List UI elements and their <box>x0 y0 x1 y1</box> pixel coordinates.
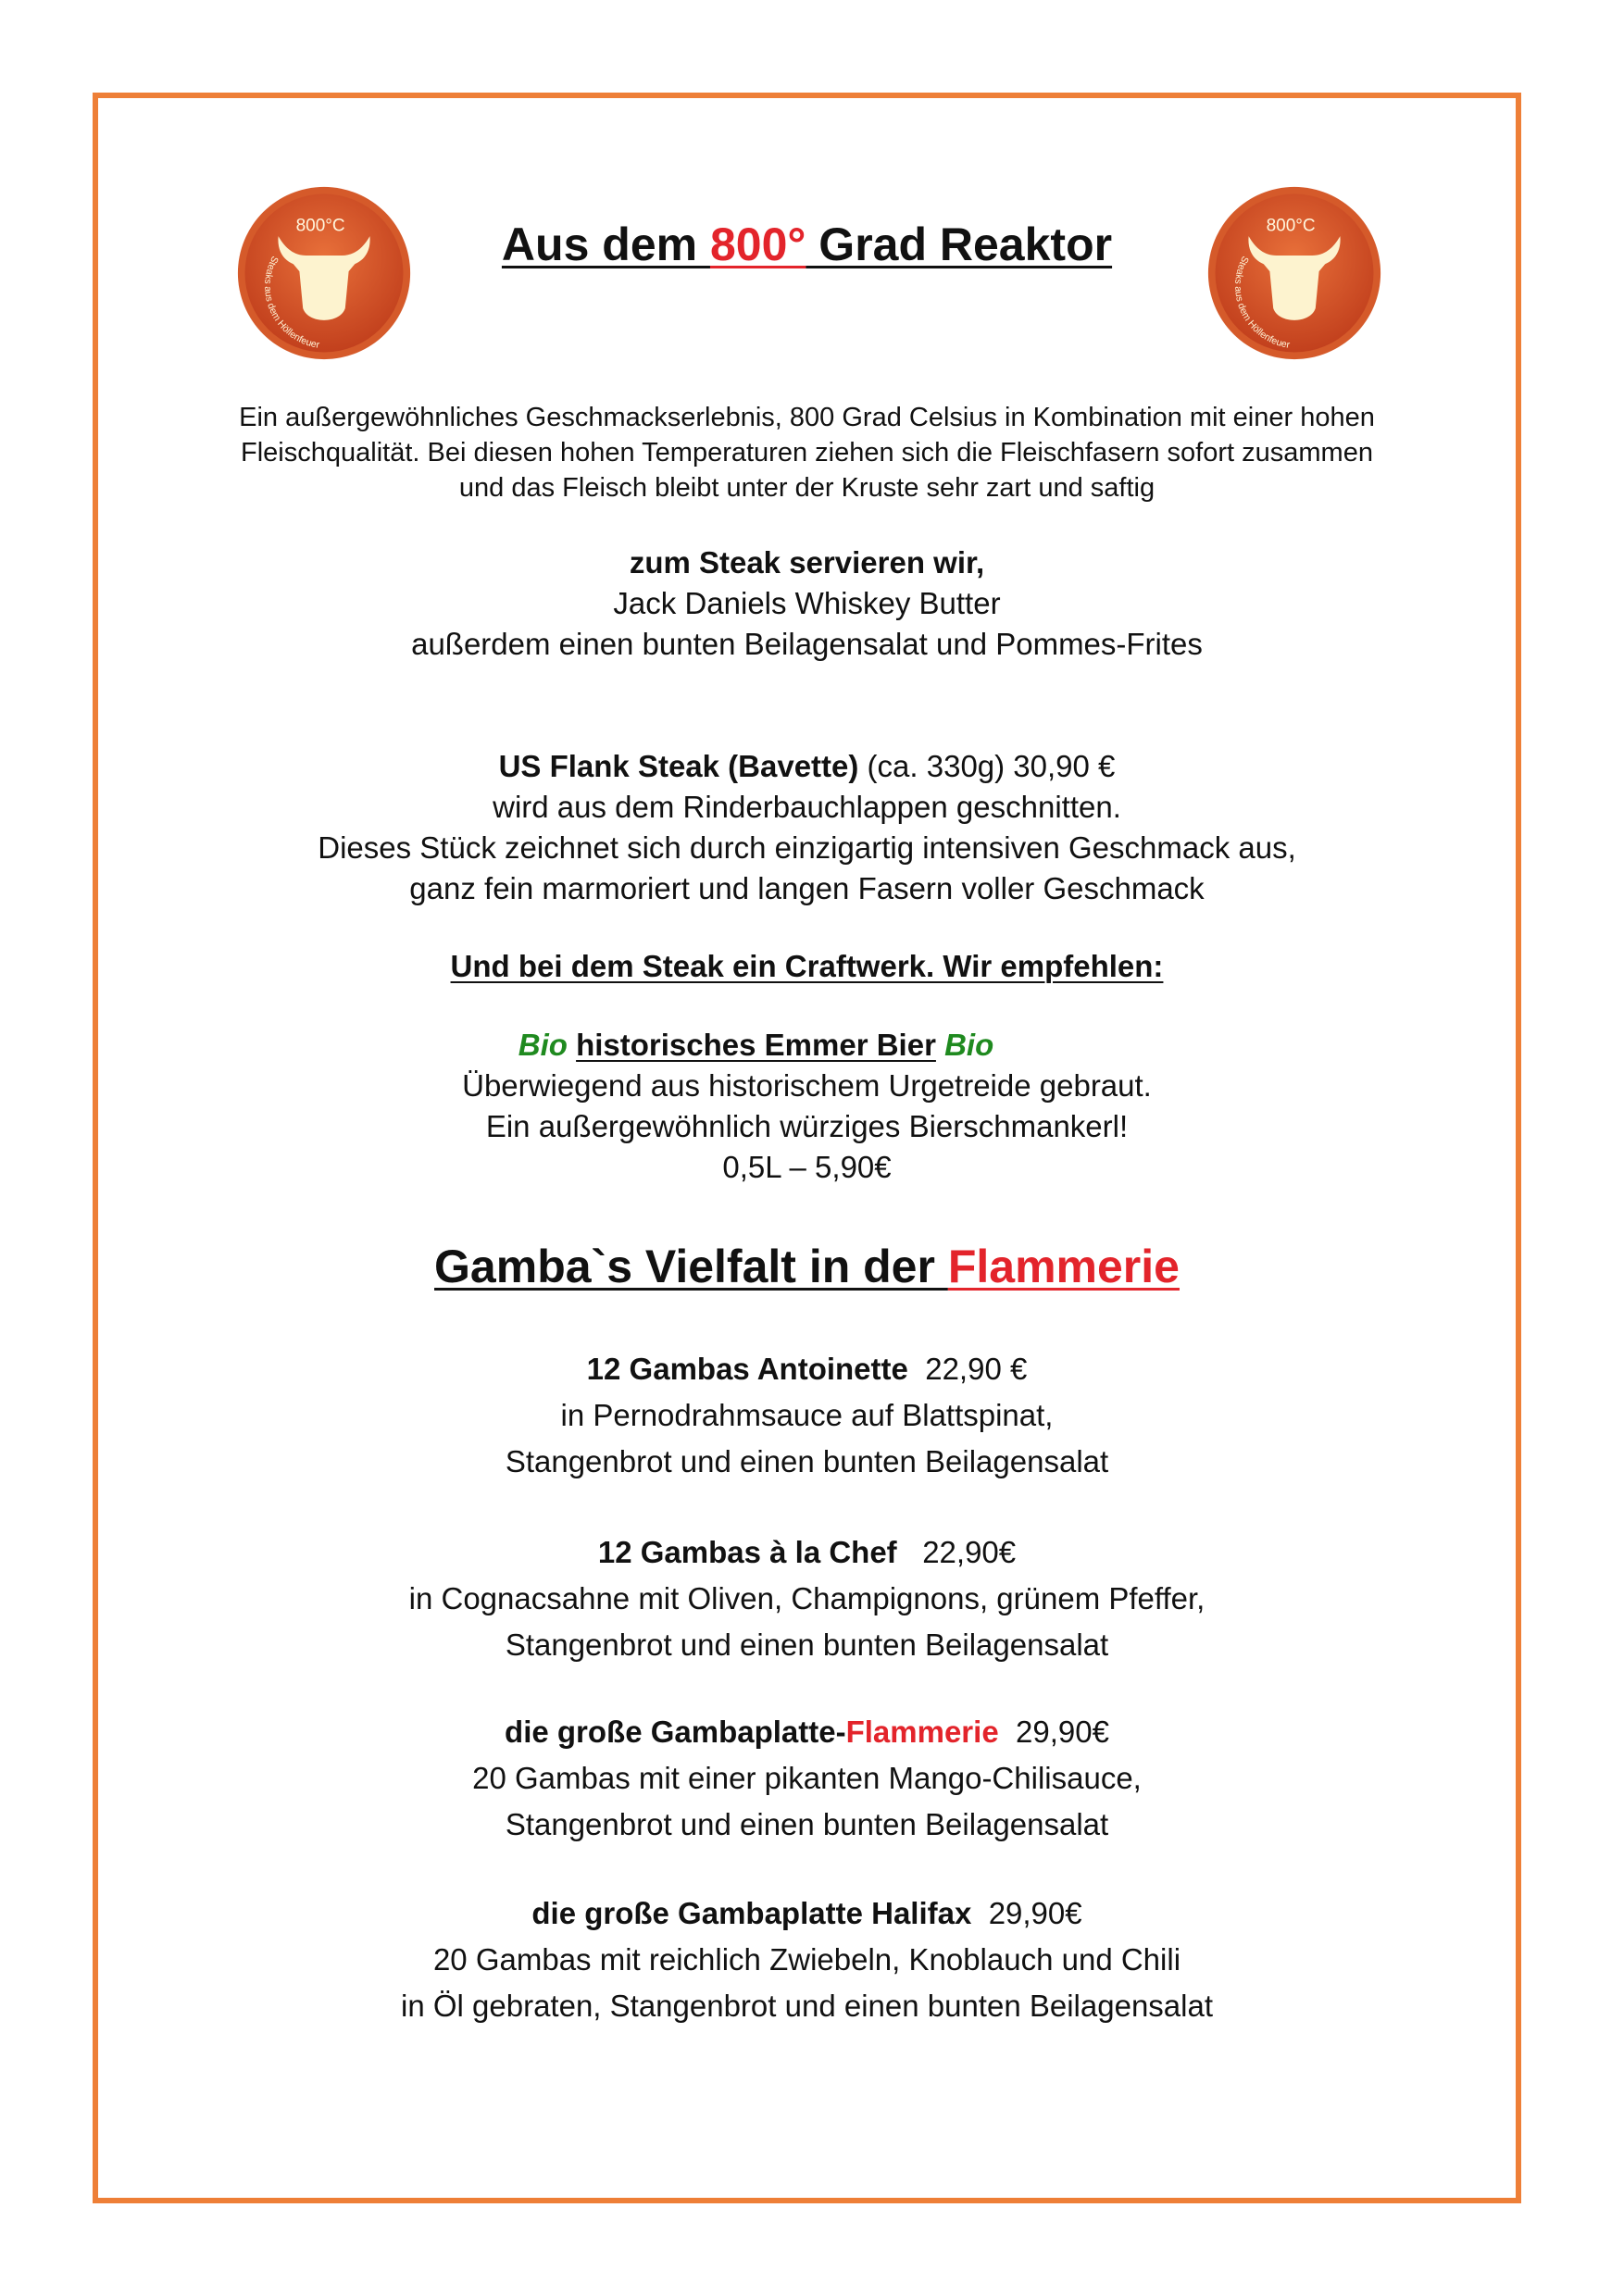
gamba-price: 29,90€ <box>1016 1715 1109 1749</box>
beer-name: historisches Emmer Bier <box>576 1028 936 1062</box>
logo-ring-text: Steaks aus dem Höllenfeuer <box>262 254 320 351</box>
bio-label-right: Bio <box>944 1028 994 1062</box>
steak-desc-line: ganz fein marmoriert und langen Fasern voller Geschmack <box>409 871 1205 905</box>
gamba-desc-line: 20 Gambas mit einer pikanten Mango-Chilisauce, <box>472 1761 1142 1795</box>
intro-line: und das Fleisch bleibt unter der Kruste sehr zart und saftig <box>458 473 1156 503</box>
section-title-gambas <box>98 1239 1516 1294</box>
title-post: Grad Reaktor <box>806 218 1113 270</box>
steak-logo-right <box>1206 185 1382 361</box>
bio-label-left: Bio <box>518 1028 568 1062</box>
serve-line: Jack Daniels Whiskey Butter <box>613 586 1001 620</box>
steak-logo-left <box>236 185 412 361</box>
logo-badge-text: 800°C <box>1266 216 1316 236</box>
beer-desc-line: Überwiegend aus historischem Urgetreide gebraut. <box>462 1068 1152 1103</box>
beer-item <box>98 1025 1516 1188</box>
beer-price: 0,5L – 5,90€ <box>722 1150 892 1184</box>
gamba-name: 12 Gambas à la Chef <box>597 1535 897 1569</box>
serve-line: außerdem einen bunten Beilagensalat und Pommes-Frites <box>411 627 1203 661</box>
gamba-desc-line: Stangenbrot und einen bunten Beilagensalat <box>505 1628 1109 1662</box>
gamba-desc-line: in Öl gebraten, Stangenbrot und einen bunten Beilagensalat <box>401 1989 1213 2023</box>
steak-name: US Flank Steak (Bavette) <box>498 749 859 783</box>
steak-desc-line: Dieses Stück zeichnet sich durch einzigartig intensiven Geschmack aus, <box>318 830 1296 865</box>
title-pre: Aus dem <box>501 218 710 270</box>
intro-text <box>98 400 1516 505</box>
gamba-item <box>98 1890 1516 2029</box>
gamba-desc-line: 20 Gambas mit reichlich Zwiebeln, Knoblauch und Chili <box>432 1942 1181 1977</box>
intro-line: Ein außergewöhnliches Geschmackserlebnis, 800 Grad Celsius in Kombination mit einer hohen <box>239 403 1375 432</box>
gamba-name-highlight: Flammerie <box>845 1715 999 1749</box>
title-highlight: Flammerie <box>947 1241 1180 1292</box>
section-title-reaktor <box>98 217 1516 272</box>
recommend-heading: Und bei dem Steak ein Craftwerk. Wir empfehlen: <box>450 949 1164 983</box>
gamba-desc-line: Stangenbrot und einen bunten Beilagensalat <box>505 1444 1109 1478</box>
gamba-price: 22,90€ <box>922 1535 1017 1569</box>
intro-line: Fleischqualität. Bei diesen hohen Temperaturen ziehen sich die Fleischfasern sofort zusammen <box>241 438 1373 468</box>
gamba-name: 12 Gambas Antoinette <box>586 1352 908 1386</box>
gamba-item <box>98 1346 1516 1485</box>
title-highlight: 800° <box>709 218 806 270</box>
gamba-desc-line: Stangenbrot und einen bunten Beilagensalat <box>505 1807 1109 1841</box>
logo-badge-text: 800°C <box>295 216 345 236</box>
gamba-name: die große Gambaplatte Halifax <box>531 1896 972 1930</box>
gamba-desc-line: in Cognacsahne mit Oliven, Champignons, grünem Pfeffer, <box>408 1581 1206 1615</box>
title-pre: Gamba`s Vielfalt in der <box>434 1241 948 1292</box>
steak-price: (ca. 330g) 30,90 € <box>858 749 1116 783</box>
serve-block <box>98 543 1516 665</box>
gamba-name: die große Gambaplatte- <box>505 1715 846 1749</box>
gamba-desc-line: in Pernodrahmsauce auf Blattspinat, <box>560 1398 1054 1432</box>
serve-heading: zum Steak servieren wir, <box>629 545 985 580</box>
gamba-price: 22,90 € <box>925 1352 1028 1386</box>
logo-ring-text: Steaks aus dem Höllenfeuer <box>1232 254 1291 351</box>
gamba-item <box>98 1529 1516 1668</box>
steak-item <box>98 746 1516 909</box>
gamba-price: 29,90€ <box>988 1896 1082 1930</box>
gamba-item <box>98 1709 1516 1848</box>
beer-desc-line: Ein außergewöhnlich würziges Bierschmankerl! <box>485 1109 1129 1143</box>
steak-desc-line: wird aus dem Rinderbauchlappen geschnitten. <box>493 790 1121 824</box>
